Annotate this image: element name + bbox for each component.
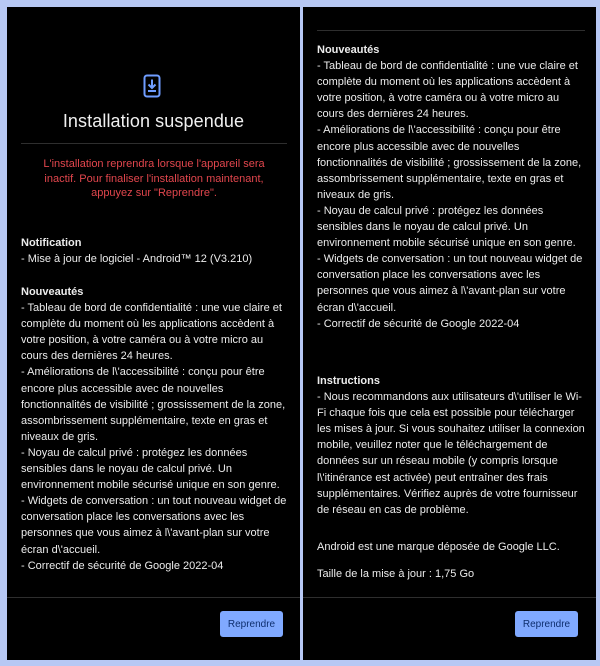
- news-item-security-patch: - Correctif de sécurité de Google 2022-04: [21, 559, 224, 572]
- resume-button[interactable]: Reprendre: [515, 611, 578, 637]
- page-title: Installation suspendue: [62, 111, 245, 131]
- news-item-conversation-widgets: - Widgets de conversation : un tout nouveau widget de conversation place les conversations avec les personnes que vous aimez à l\'avant-plan sur votre écran d\'accueil.: [21, 495, 287, 556]
- instructions-text: - Nous recommandons aux utilisateurs d\'utiliser le Wi-Fi chaque fois que cela est possible pour télécharger les mises à jour. Si vous souhaitez utiliser la connexion mobile, veuillez noter que le téléchargement de données sur un réseau mobile (y compris lorsque l\'itinérance est activée) peut entraîner des frais supplémentaires. Vérifiez auprès de votre fournisseur de réseau en cas de problème.: [317, 391, 585, 516]
- divider: [317, 30, 585, 31]
- news-heading: Nouveautés: [317, 44, 380, 56]
- right-screen: [303, 7, 596, 660]
- divider: [7, 597, 300, 598]
- news-item-private-compute-core: - Noyau de calcul privé : protégez les données sensibles dans le noyau de calcul privé. Un environnement mobile sécurisé unique en son genre.: [21, 446, 280, 492]
- news-item-privacy-dashboard: - Tableau de bord de confidentialité : une vue claire et complète du moment où les applications accèdent à votre position, à votre caméra ou à votre micro au cours des dernières 24 heures.: [21, 302, 282, 363]
- trademark-note: [317, 539, 585, 555]
- divider: [303, 597, 596, 598]
- news-item-accessibility: - Améliorations de l\'accessibilité : conçu pour être encore plus accessible avec de nouvelles fonctionnalités de visibilité ; grossissement de la zone, assombrissement supplémentaire, texte en gras et niveaux de gris.: [21, 366, 286, 443]
- update-size: [317, 566, 585, 582]
- update-size-text: Taille de la mise à jour : 1,75 Go: [317, 568, 475, 580]
- notification-section: [21, 235, 287, 267]
- trademark-text: Android est une marque déposée de Google LLC.: [317, 541, 560, 553]
- news-item-security-patch: - Correctif de sécurité de Google 2022-04: [317, 317, 520, 330]
- download-to-phone-icon: [143, 74, 161, 98]
- news-item-conversation-widgets: - Widgets de conversation : un tout nouveau widget de conversation place les conversations avec les personnes que vous aimez à l\'avant-plan sur votre écran d\'accueil.: [317, 253, 583, 314]
- resume-button[interactable]: Reprendre: [220, 611, 283, 637]
- news-item-private-compute-core: - Noyau de calcul privé : protégez les données sensibles dans le noyau de calcul privé. Un environnement mobile sécurisé unique en son genre.: [317, 204, 576, 250]
- instructions-heading: Instructions: [317, 375, 380, 387]
- news-section: [317, 42, 585, 332]
- installation-warning: L'installation reprendra lorsque l'appareil sera inactif. Pour finaliser l'installation maintenant, appuyez sur "Reprendre".: [43, 158, 265, 199]
- news-item-accessibility: - Améliorations de l\'accessibilité : conçu pour être encore plus accessible avec de nouvelles fonctionnalités de visibilité ; grossissement de la zone, assombrissement supplémentaire, texte en gras et niveaux de gris.: [317, 124, 582, 201]
- notification-text: - Mise à jour de logiciel - Android™ 12 (V3.210): [21, 253, 253, 266]
- divider: [21, 143, 287, 144]
- left-screen: [7, 7, 300, 660]
- news-heading: Nouveautés: [21, 286, 84, 298]
- instructions-section: [317, 373, 585, 518]
- news-item-privacy-dashboard: - Tableau de bord de confidentialité : une vue claire et complète du moment où les applications accèdent à votre position, à votre caméra ou à votre micro au cours des dernières 24 heures.: [317, 60, 578, 121]
- notification-heading: Notification: [21, 237, 82, 249]
- news-section: [21, 284, 287, 574]
